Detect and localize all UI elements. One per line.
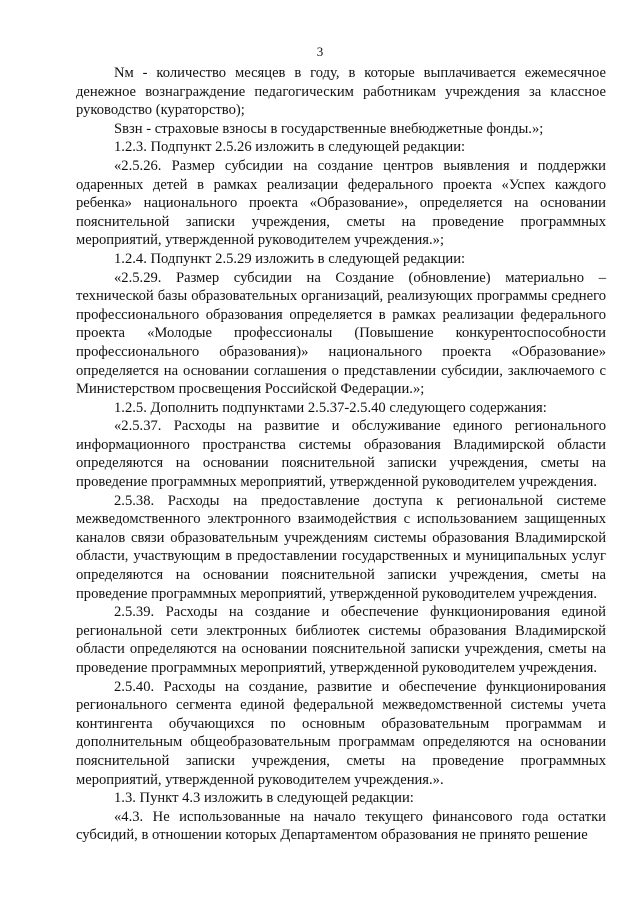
paragraph-4-3: «4.3. Не использованные на начало текущего финансового года остатки субсидий, в отношении которых Департаментом образования не принято решение (76, 808, 606, 844)
paragraph-1-3: 1.3. Пункт 4.3 изложить в следующей редакции: (114, 790, 414, 807)
paragraph-nm-definition: Nм - количество месяцев в году, в которые выплачивается ежемесячное денежное вознаграждение педагогическим работникам учреждения за классное руководство (кураторство); (76, 65, 606, 119)
document-body (76, 64, 606, 864)
paragraph-2-5-37: «2.5.37. Расходы на развитие и обслуживание единого регионального информационного пространства системы образования Владимирской области определяются на основании пояснительной записки учреждения, сметы на проведение программных мероприятий, утвержденной руководителем учреждения. (76, 418, 606, 491)
paragraph-2-5-29: «2.5.29. Размер субсидии на Создание (обновление) материально – технической базы образовательных организаций, реализующих программы среднего профессионального образования определяется в рамках реализации федерального проекта «Молодые профессионалы (Повышение конкурентоспособности профессионального образования)» национального проекта «Образование» определяется на основании соглашения о представлении субсидии, заключаемого с Министерством просвещения Российской Федерации.»; (76, 269, 606, 398)
page-number: 3 (316, 44, 324, 59)
paragraph-2-5-26: «2.5.26. Размер субсидии на создание центров выявления и поддержки одаренных детей в рамках реализации федерального проекта «Успех каждого ребенка» национального проекта «Образование», определяется на основании пояснительной записки учреждения, сметы на проведение программных мероприятий, утвержденной руководителем учреждения.»; (76, 157, 606, 249)
paragraph-2-5-38: 2.5.38. Расходы на предоставление доступа к региональной системе межведомственного электронного взаимодействия с использованием защищенных каналов связи образовательным учреждениям системы образования Владимирской области, участвующим в предоставлении государственных и муниципальных услуг определяются на основании пояснительной записки учреждения, сметы на проведение программных мероприятий, утвержденной руководителем учреждения. (76, 492, 606, 602)
paragraph-1-2-4: 1.2.4. Подпункт 2.5.29 изложить в следующей редакции: (114, 250, 466, 267)
paragraph-2-5-39: 2.5.39. Расходы на создание и обеспечение функционирования единой региональной сети электронных библиотек системы образования Владимирской области определяются на основании пояснительной записки учреждения, сметы на проведение программных мероприятий, утвержденной руководителем учреждения. (76, 604, 606, 676)
paragraph-1-2-5: 1.2.5. Дополнить подпунктами 2.5.37-2.5.40 следующего содержания: (114, 399, 547, 416)
paragraph-svzn-definition: Sвзн - страховые взносы в государственные внебюджетные фонды.»; (114, 120, 544, 137)
paragraph-1-2-3: 1.2.3. Подпункт 2.5.26 изложить в следующей редакции: (114, 139, 466, 156)
paragraph-2-5-40: 2.5.40. Расходы на создание, развитие и обеспечение функционирования регионального сегмента единой федеральной межведомственной системы учета контингента обучающихся по основным образовательным программам и дополнительным общеобразовательным программам определяются на основании пояснительной записки учреждения, сметы на проведение программных мероприятий, утвержденной руководителем учреждения.». (76, 678, 606, 788)
